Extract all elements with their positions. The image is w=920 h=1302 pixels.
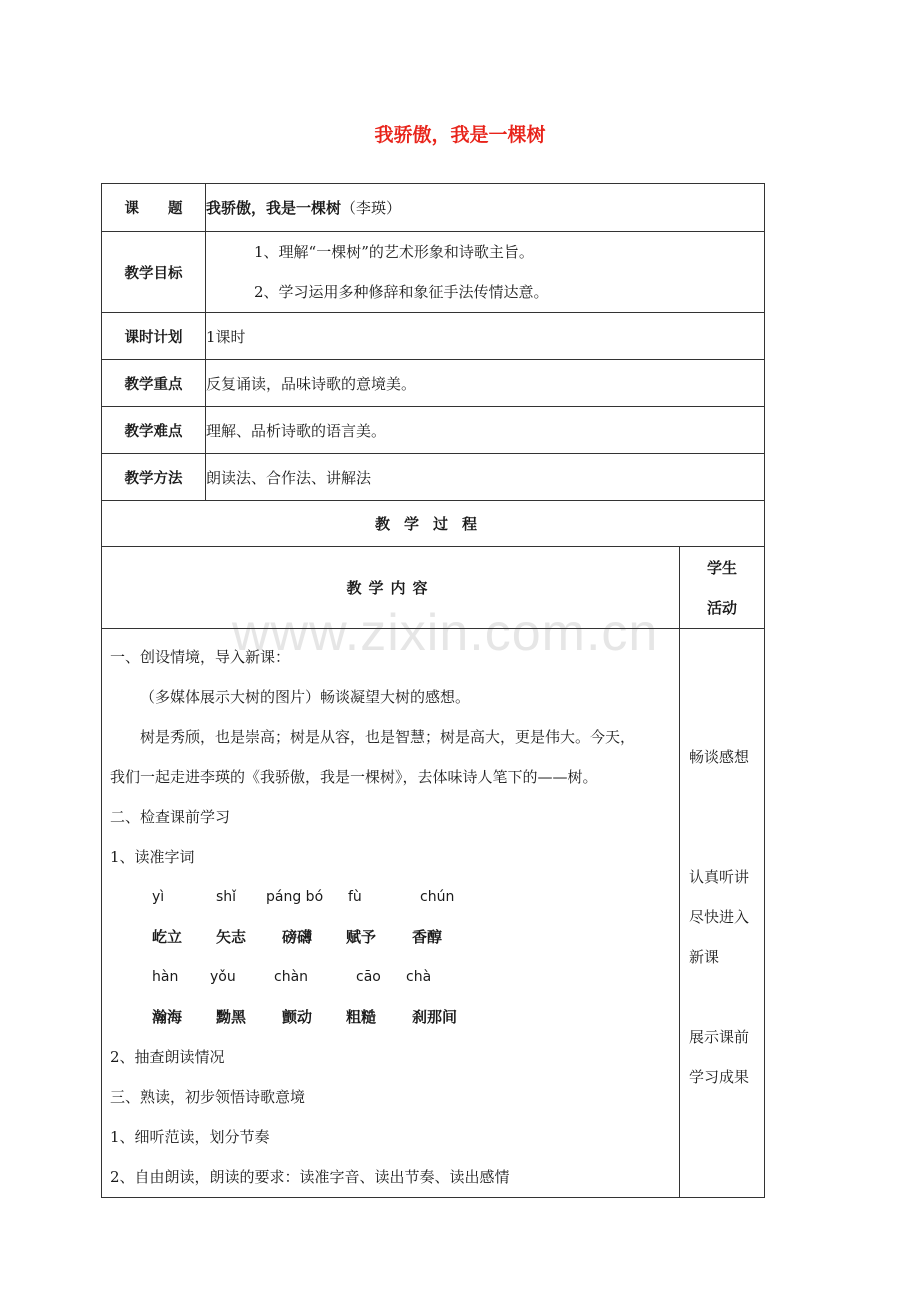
vocab-word: 香醇 bbox=[412, 928, 443, 946]
content-line: 树是秀颀，也是崇高；树是从容，也是智慧；树是高大，更是伟大。今天， bbox=[140, 728, 636, 746]
vocab-word: 瀚海 bbox=[152, 1008, 183, 1026]
label-topic: 课 题 bbox=[102, 184, 206, 232]
pinyin-row bbox=[110, 957, 671, 997]
topic-title: 我骄傲，我是一棵树 bbox=[206, 199, 342, 217]
vocab-word: 磅礴 bbox=[282, 928, 313, 946]
row-content-header bbox=[102, 547, 765, 629]
pinyin: páng bó bbox=[266, 889, 324, 905]
vocab-word: 黝黑 bbox=[216, 1008, 247, 1026]
activity-spacer bbox=[689, 777, 764, 817]
topic-author: （李瑛） bbox=[341, 199, 402, 217]
pinyin: chàn bbox=[274, 969, 309, 985]
content-line: 三、熟读，初步领悟诗歌意境 bbox=[110, 1088, 306, 1106]
value-method: 朗读法、合作法、讲解法 bbox=[206, 454, 765, 501]
label-difficulty: 教学难点 bbox=[102, 407, 206, 454]
content-line: 我们一起走进李瑛的《我骄傲，我是一棵树》，去体味诗人笔下的——树。 bbox=[110, 768, 598, 786]
vocab-word: 刹那间 bbox=[412, 1008, 458, 1026]
process-header: 教学过程 bbox=[102, 501, 765, 547]
student-header bbox=[680, 547, 765, 629]
pinyin: cāo bbox=[356, 969, 381, 985]
value-hours: 1课时 bbox=[206, 313, 765, 360]
watermark: www.zixin.com.cn bbox=[232, 604, 659, 662]
row-process-header bbox=[102, 501, 765, 547]
content-line: 2、自由朗读，朗读的要求：读准字音、读出节奏、读出感情 bbox=[110, 1168, 510, 1186]
content-line: 2、抽查朗读情况 bbox=[110, 1048, 225, 1066]
content-line: （多媒体展示大树的图片）畅谈凝望大树的感想。 bbox=[140, 688, 471, 706]
activity-line: 新课 bbox=[689, 948, 720, 966]
content-line: 1、细听范读，划分节奏 bbox=[110, 1128, 270, 1146]
activity-line: 畅谈感想 bbox=[689, 748, 750, 766]
row-method bbox=[102, 454, 765, 501]
label-key: 教学重点 bbox=[102, 360, 206, 407]
activity-line: 尽快进入 bbox=[689, 908, 750, 926]
content-header: 教学内容 bbox=[102, 547, 680, 629]
content-line: 二、检查课前学习 bbox=[110, 808, 231, 826]
value-goals bbox=[206, 232, 765, 313]
vocab-word: 矢志 bbox=[216, 928, 247, 946]
word-row bbox=[110, 997, 671, 1037]
label-goals: 教学目标 bbox=[102, 232, 206, 313]
student-header-line: 活动 bbox=[706, 598, 737, 617]
row-hours bbox=[102, 313, 765, 360]
row-difficulty bbox=[102, 407, 765, 454]
pinyin: shǐ bbox=[216, 889, 237, 905]
row-content-body bbox=[102, 629, 765, 1198]
activity-cell bbox=[680, 629, 765, 1198]
content-line: 一、创设情境，导入新课： bbox=[110, 648, 291, 666]
vocab-word: 粗糙 bbox=[346, 1008, 377, 1026]
activity-line: 学习成果 bbox=[689, 1068, 750, 1086]
pinyin: chà bbox=[406, 969, 432, 985]
value-topic bbox=[206, 184, 765, 232]
activity-spacer bbox=[689, 817, 764, 857]
row-key bbox=[102, 360, 765, 407]
vocab-word: 颤动 bbox=[282, 1008, 313, 1026]
content-cell bbox=[102, 629, 680, 1198]
label-method: 教学方法 bbox=[102, 454, 206, 501]
label-hours: 课时计划 bbox=[102, 313, 206, 360]
row-topic bbox=[102, 184, 765, 232]
pinyin: chún bbox=[420, 889, 455, 905]
value-difficulty: 理解、品析诗歌的语言美。 bbox=[206, 407, 765, 454]
activity-line: 认真听讲 bbox=[689, 868, 750, 886]
row-goals bbox=[102, 232, 765, 313]
word-row bbox=[110, 917, 671, 957]
vocab-word: 赋予 bbox=[346, 928, 377, 946]
activity-line: 展示课前 bbox=[689, 1028, 750, 1046]
pinyin: yì bbox=[152, 889, 165, 905]
pinyin-row bbox=[110, 877, 671, 917]
page-title: 我骄傲，我是一棵树 bbox=[374, 124, 546, 146]
pinyin: hàn bbox=[152, 969, 179, 985]
value-key: 反复诵读，品味诗歌的意境美。 bbox=[206, 360, 765, 407]
activity-spacer bbox=[689, 977, 764, 1017]
vocab-word: 屹立 bbox=[152, 928, 183, 946]
lesson-plan-table bbox=[101, 183, 765, 1198]
goal-item: 2、学习运用多种修辞和象征手法传情达意。 bbox=[254, 283, 549, 301]
content-line: 1、读准字词 bbox=[110, 848, 195, 866]
pinyin: yǒu bbox=[210, 969, 236, 985]
student-header-line: 学生 bbox=[706, 558, 737, 577]
goal-item: 1、理解“一棵树”的艺术形象和诗歌主旨。 bbox=[254, 243, 534, 261]
pinyin: fù bbox=[348, 889, 362, 905]
